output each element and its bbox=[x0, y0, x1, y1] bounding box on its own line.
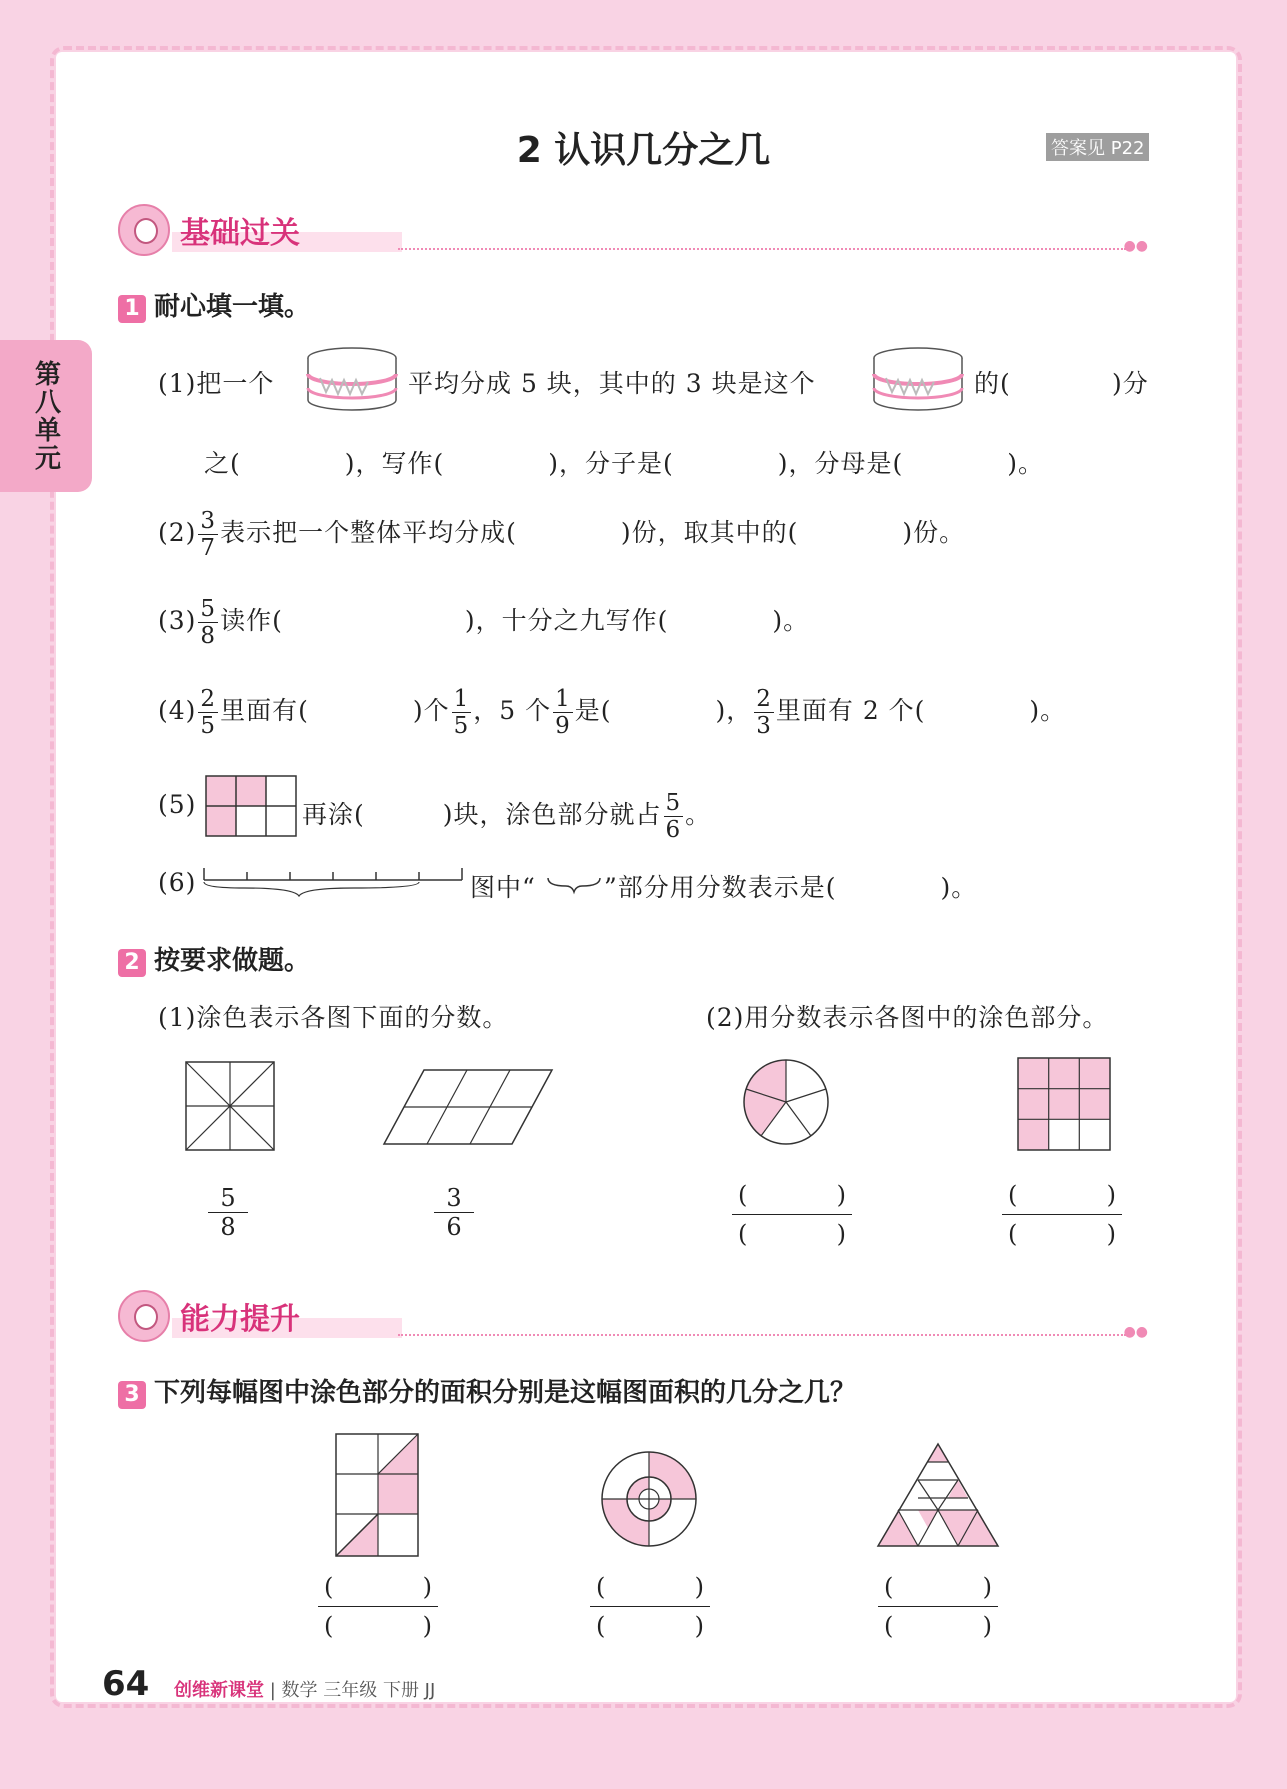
q1-part6-text-b: ”部分用分数表示是( )。 bbox=[604, 873, 978, 902]
cartoon-avatar-icon bbox=[118, 1290, 170, 1342]
q1-part4-text-b: ，5 个 bbox=[473, 696, 552, 725]
q1-part1-text-c: 的( bbox=[974, 369, 1011, 398]
answer-fraction-blank[interactable]: ( ) ( ) bbox=[318, 1570, 438, 1643]
fraction-3-7: $\frac{3}{7}$ bbox=[200, 508, 217, 561]
fraction-1-9: $\frac{1}{9}$ bbox=[555, 686, 571, 739]
answer-fraction-blank[interactable]: ( ) ( ) bbox=[590, 1570, 710, 1643]
circle-fifths-diagram bbox=[742, 1058, 834, 1150]
ring-diagram bbox=[600, 1450, 698, 1548]
dots-icon: ●● bbox=[1123, 1324, 1148, 1340]
q1-part6-text-a: 图中“ bbox=[470, 873, 536, 902]
q1-part4-text-d: 里面有 2 个( )。 bbox=[775, 696, 1067, 725]
brace-icon bbox=[546, 874, 602, 894]
unit-label: 第八单元 bbox=[30, 360, 61, 472]
fraction-2-5: $\frac{2}{5}$ bbox=[200, 686, 217, 739]
question-2-heading bbox=[118, 940, 310, 977]
fraction-5-6: $\frac{5}{6}$ bbox=[665, 790, 682, 843]
fraction-label-5-8: 5 8 bbox=[208, 1184, 248, 1241]
question-1-heading bbox=[118, 286, 310, 323]
q1-part4 bbox=[158, 686, 1066, 739]
q1-part5 bbox=[302, 790, 711, 843]
q1-part4-text-c: 是( )， bbox=[574, 696, 753, 725]
segment-bar-diagram bbox=[204, 868, 466, 902]
question-2-text: 按要求做题。 bbox=[154, 946, 311, 976]
square-eighths-diagram bbox=[186, 1062, 276, 1152]
question-3-text: 下列每幅图中涂色部分的面积分别是这幅图面积的几分之几？ bbox=[154, 1378, 857, 1408]
fraction-label-3-6: 3 6 bbox=[434, 1184, 474, 1241]
fraction-2-3: $\frac{2}{3}$ bbox=[756, 686, 772, 739]
footer-info bbox=[174, 1676, 435, 1702]
q1-part5-end: 。 bbox=[685, 800, 712, 829]
footer-brand: 创维新课堂 bbox=[174, 1680, 264, 1701]
unit-side-tab bbox=[0, 340, 92, 492]
question-1-text: 耐心填一填。 bbox=[154, 292, 311, 322]
dots-icon: ●● bbox=[1123, 238, 1148, 254]
rectangle-grid-diagram bbox=[334, 1432, 420, 1558]
section-advanced-label: 能力提升 bbox=[180, 1302, 300, 1337]
fraction-5-8: $\frac{5}{8}$ bbox=[200, 596, 217, 649]
question-3-heading bbox=[118, 1372, 856, 1409]
grid-3x3-diagram bbox=[1018, 1058, 1112, 1152]
q2-sub1: (1)涂色表示各图下面的分数。 bbox=[158, 1003, 509, 1032]
q1-part1-text-e: 之( )，写作( )，分子是( )，分母是( )。 bbox=[204, 449, 1045, 478]
fraction-1-5: $\frac{1}{5}$ bbox=[453, 686, 470, 739]
parallelogram-sixths-diagram bbox=[384, 1068, 554, 1148]
cartoon-avatar-icon bbox=[118, 204, 170, 256]
q1-part2-text: 表示把一个整体平均分成( )份，取其中的( )份。 bbox=[220, 518, 966, 547]
q1-part1-text-b: 平均分成 5 块，其中的 3 块是这个 bbox=[408, 369, 816, 398]
q1-part5-label: (5) bbox=[158, 790, 197, 819]
question-number: 1 bbox=[118, 295, 146, 323]
section-basic bbox=[118, 204, 1158, 258]
q1-part3 bbox=[158, 596, 809, 649]
cake-icon bbox=[306, 344, 398, 414]
q1-part1-text-d: )分 bbox=[1112, 369, 1149, 398]
section-advanced bbox=[118, 1290, 1158, 1344]
page-title: 2 认识几分之几 bbox=[516, 130, 771, 171]
q2-sub2: (2)用分数表示各图中的涂色部分。 bbox=[706, 1003, 1109, 1032]
section-basic-label: 基础过关 bbox=[180, 216, 300, 251]
answer-fraction-blank[interactable]: ( ) ( ) bbox=[878, 1570, 998, 1643]
q1-part5-text: 再涂( )块，涂色部分就占 bbox=[302, 800, 662, 829]
question-number: 2 bbox=[118, 949, 146, 977]
answer-fraction-blank[interactable]: ( ) ( ) bbox=[732, 1178, 852, 1251]
q1-part4-text-a: 里面有( )个 bbox=[220, 696, 450, 725]
q1-part3-text: 读作( )，十分之九写作( )。 bbox=[220, 606, 810, 635]
grid-2x3-diagram bbox=[206, 776, 298, 836]
q1-part1-text-a: (1)把一个 bbox=[158, 369, 275, 398]
q1-part6-label: (6) bbox=[158, 868, 197, 897]
cake-icon bbox=[872, 344, 964, 414]
triangle-diagram bbox=[876, 1440, 1000, 1550]
q1-part2-label: (2) bbox=[158, 518, 197, 547]
q1-part2 bbox=[158, 508, 965, 561]
page-number: 64 bbox=[102, 1664, 150, 1704]
answer-reference: 答案见 P22 bbox=[1046, 133, 1149, 161]
question-number: 3 bbox=[118, 1381, 146, 1409]
q1-part4-label: (4) bbox=[158, 696, 197, 725]
footer-subject: | 数学 三年级 下册 JJ bbox=[269, 1680, 436, 1701]
q1-part3-label: (3) bbox=[158, 606, 197, 635]
answer-fraction-blank[interactable]: ( ) ( ) bbox=[1002, 1178, 1122, 1251]
